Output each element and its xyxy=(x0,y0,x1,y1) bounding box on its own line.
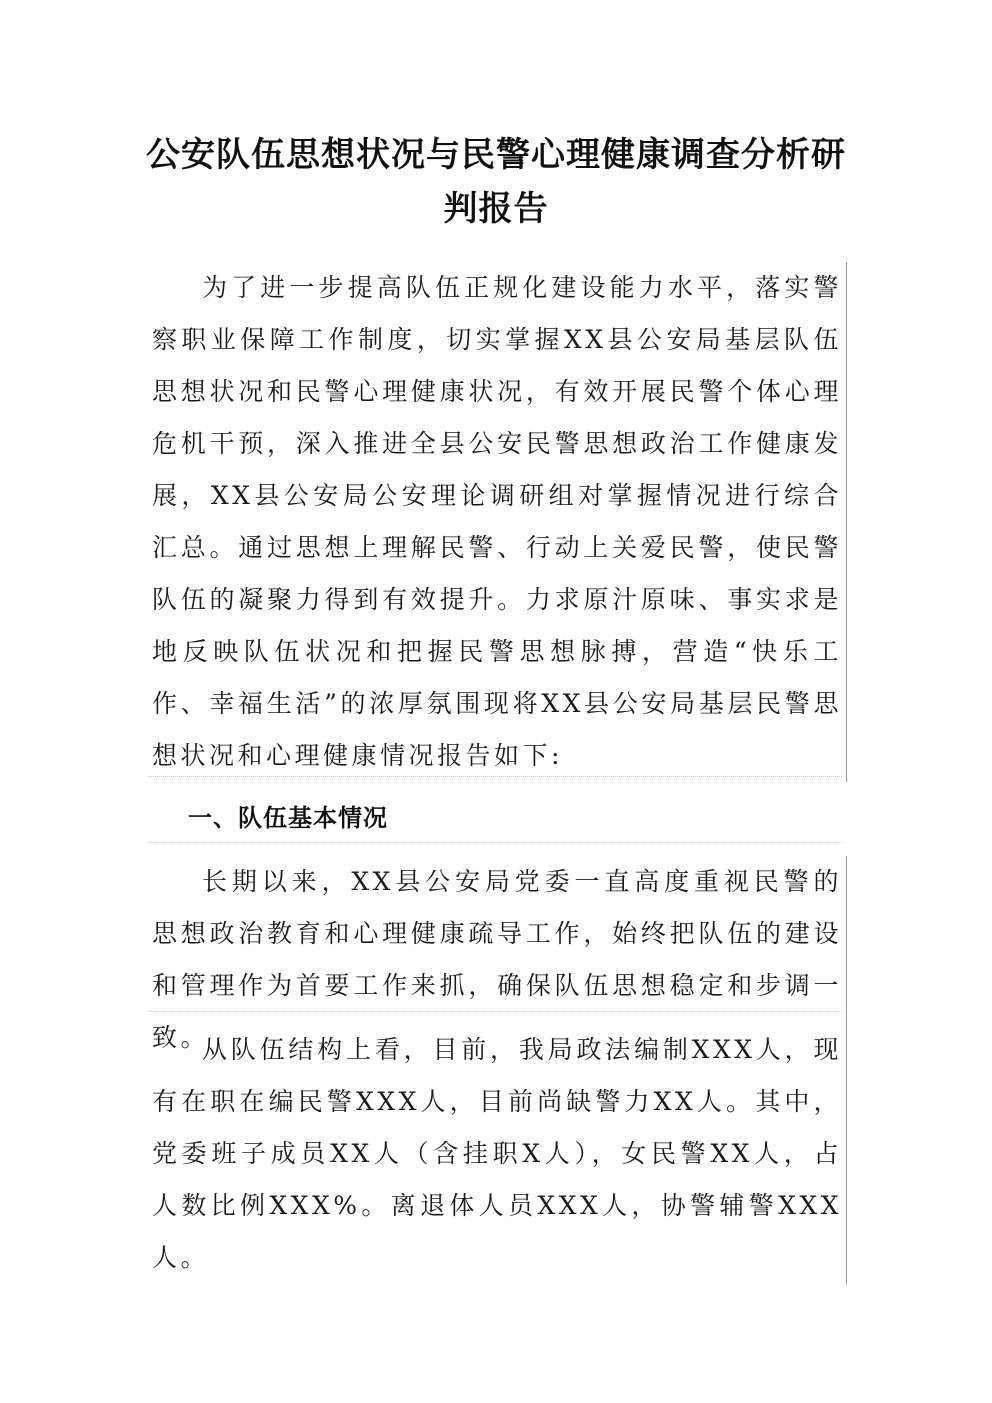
paragraph-separator xyxy=(148,842,842,843)
section-heading-team-basics: 一、队伍基本情况 xyxy=(188,804,388,832)
document-title: 公安队伍思想状况与民警心理健康调查分析研判报告 xyxy=(146,135,846,229)
section1-paragraph-1: 长期以来，XX县公安局党委一直高度重视民警的思想政治教育和心理健康疏导工作，始终把队伍的建设和管理作为首要工作来抓，确保队伍思想稳定和步调一致。 xyxy=(152,856,847,1064)
paragraph-separator xyxy=(148,1011,842,1012)
section1-paragraph-2: 从队伍结构上看，目前，我局政法编制XXX人，现有在职在编民警XXX人，目前尚缺警力XX人。其中，党委班子成员XX人（含挂职X人），女民警XX人，占人数比例XXX%。离退体人员XXX人，协警辅警XXX人。 xyxy=(152,1024,847,1284)
paragraph-separator xyxy=(148,776,842,777)
intro-paragraph: 为了进一步提高队伍正规化建设能力水平，落实警察职业保障工作制度，切实掌握XX县公安局基层队伍思想状况和民警心理健康状况，有效开展民警个体心理危机干预，深入推进全县公安民警思想政治工作健康发展，XX县公安局公安理论调研组对掌握情况进行综合汇总。通过思想上理解民警、行动上关爱民警，使民警队伍的凝聚力得到有效提升。力求原汁原味、事实求是地反映队伍状况和把握民警思想脉搏，营造“快乐工作、幸福生活”的浓厚氛围现将XX县公安局基层民警思想状况和心理健康情况报告如下: xyxy=(152,262,847,782)
